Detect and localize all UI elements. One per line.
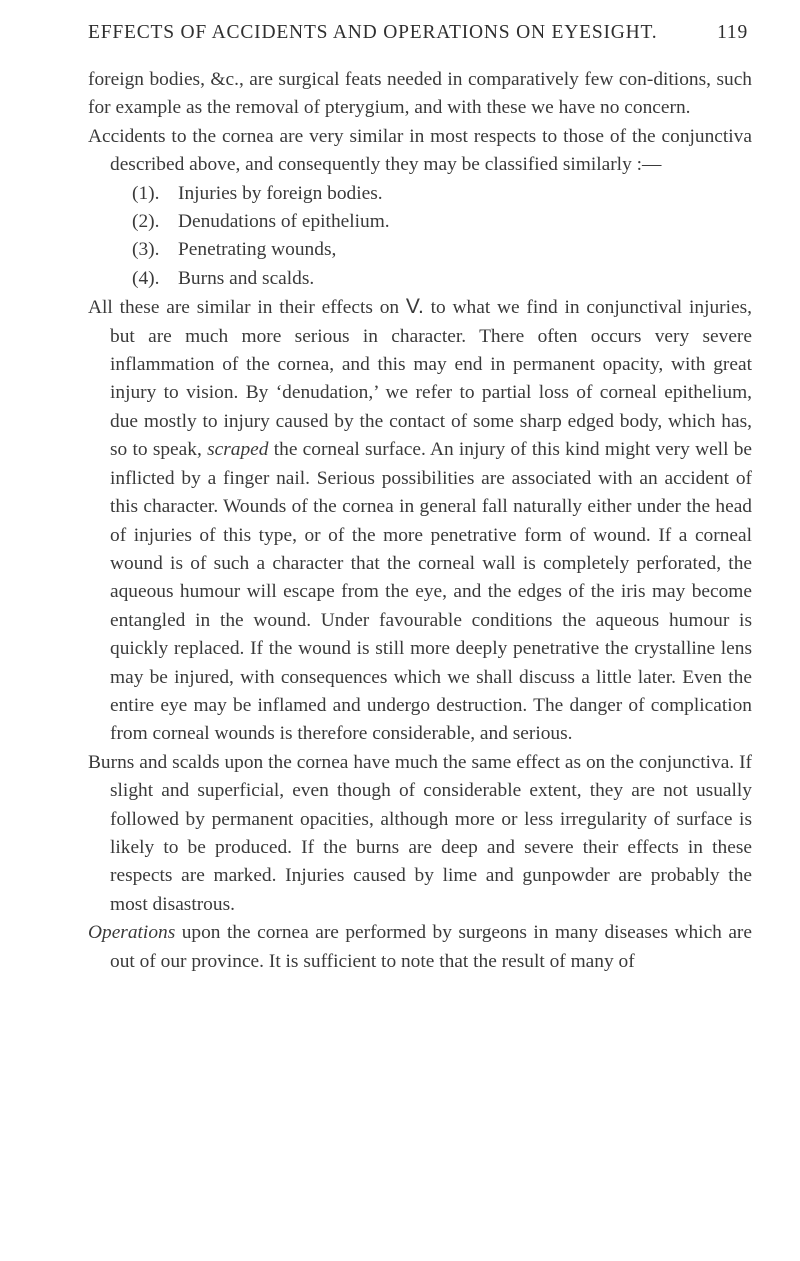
list-item	[132, 236, 752, 264]
emphasis-scraped: scraped	[207, 439, 269, 461]
list-item-number: (4).	[132, 267, 160, 289]
paragraph-effects-on-vision	[88, 293, 752, 749]
list-item-number: (3).	[132, 239, 160, 261]
list-item	[132, 208, 752, 236]
paragraph-burns-scalds: Burns and scalds upon the cornea have much the same effect as on the conjunctiva. If slight and superficial, even though of considerable extent, they are not usually followed by permanent opacities, although more or less irregularity of surface is likely to be produced. If the burns are deep and severe their effects in these respects are marked. Injuries caused by lime and gunpowder are probably the most disastrous.	[88, 751, 752, 915]
injury-list	[88, 180, 752, 294]
list-item-number: (2).	[132, 211, 160, 233]
paragraph-text: to what we find in conjunctival injuries, but are much more serious in character. There often occurs very severe inflammation of the cornea, and this may end in permanent opacity, with great injury to vision. By ‘denudation,’ we refer to partial loss of corneal epithelium, due mostly to injury caused by the contact of some sharp edged body, which has, so to speak,	[110, 297, 753, 461]
paragraph-accidents-cornea: Accidents to the cornea are very similar in most respects to those of the conjunctiva described above, and consequently they may be classified similarly :—	[88, 125, 752, 176]
list-item	[132, 265, 752, 293]
emphasis-operations: Operations	[88, 922, 176, 944]
running-head	[88, 22, 748, 44]
page-number: 119	[717, 22, 748, 43]
list-item-text: Burns and scalds.	[178, 267, 315, 289]
paragraph-text: All these are similar in their effects on	[88, 297, 406, 319]
chapter-title: EFFECTS OF ACCIDENTS AND OPERATIONS ON EYESIGHT.	[88, 22, 658, 43]
list-item-number: (1).	[132, 182, 160, 204]
list-item-text: Injuries by foreign bodies.	[178, 182, 383, 204]
list-item-text: Penetrating wounds,	[178, 239, 337, 261]
list-item	[132, 180, 752, 208]
list-item-text: Denudations of epithelium.	[178, 211, 390, 233]
paragraph-text: the corneal surface. An injury of this kind might very well be inflicted by a finger nail. Serious possibilities are associated with an accident of this character. Wounds of the cornea in general fall naturally either under the head of injuries of this type, or of the more penetrative form of wound. If a corneal wound is of such a character that the corneal wall is completely perforated, the aqueous humour will escape from the eye, and the edges of the iris may become entangled in the wound. Under favourable conditions the aqueous humour is quickly replaced. If the wound is still more deeply penetrative the crystalline lens may be injured, with consequences which we shall discuss a little later. Even the entire eye may be inflamed and undergo destruction. The danger of complication from corneal wounds is therefore considerable, and serious.	[110, 439, 752, 745]
paragraph-operations	[88, 919, 752, 976]
paragraph-foreign-bodies: foreign bodies, &c., are surgical feats needed in comparatively few con-ditions, such for example as the removal of pterygium, and with these we have no concern.	[88, 69, 752, 119]
vision-symbol: V.	[405, 295, 424, 319]
body-text	[88, 66, 752, 976]
paragraph-text: upon the cornea are performed by surgeons in many diseases which are out of our province. It is sufficient to note that the result of many of	[110, 922, 752, 972]
